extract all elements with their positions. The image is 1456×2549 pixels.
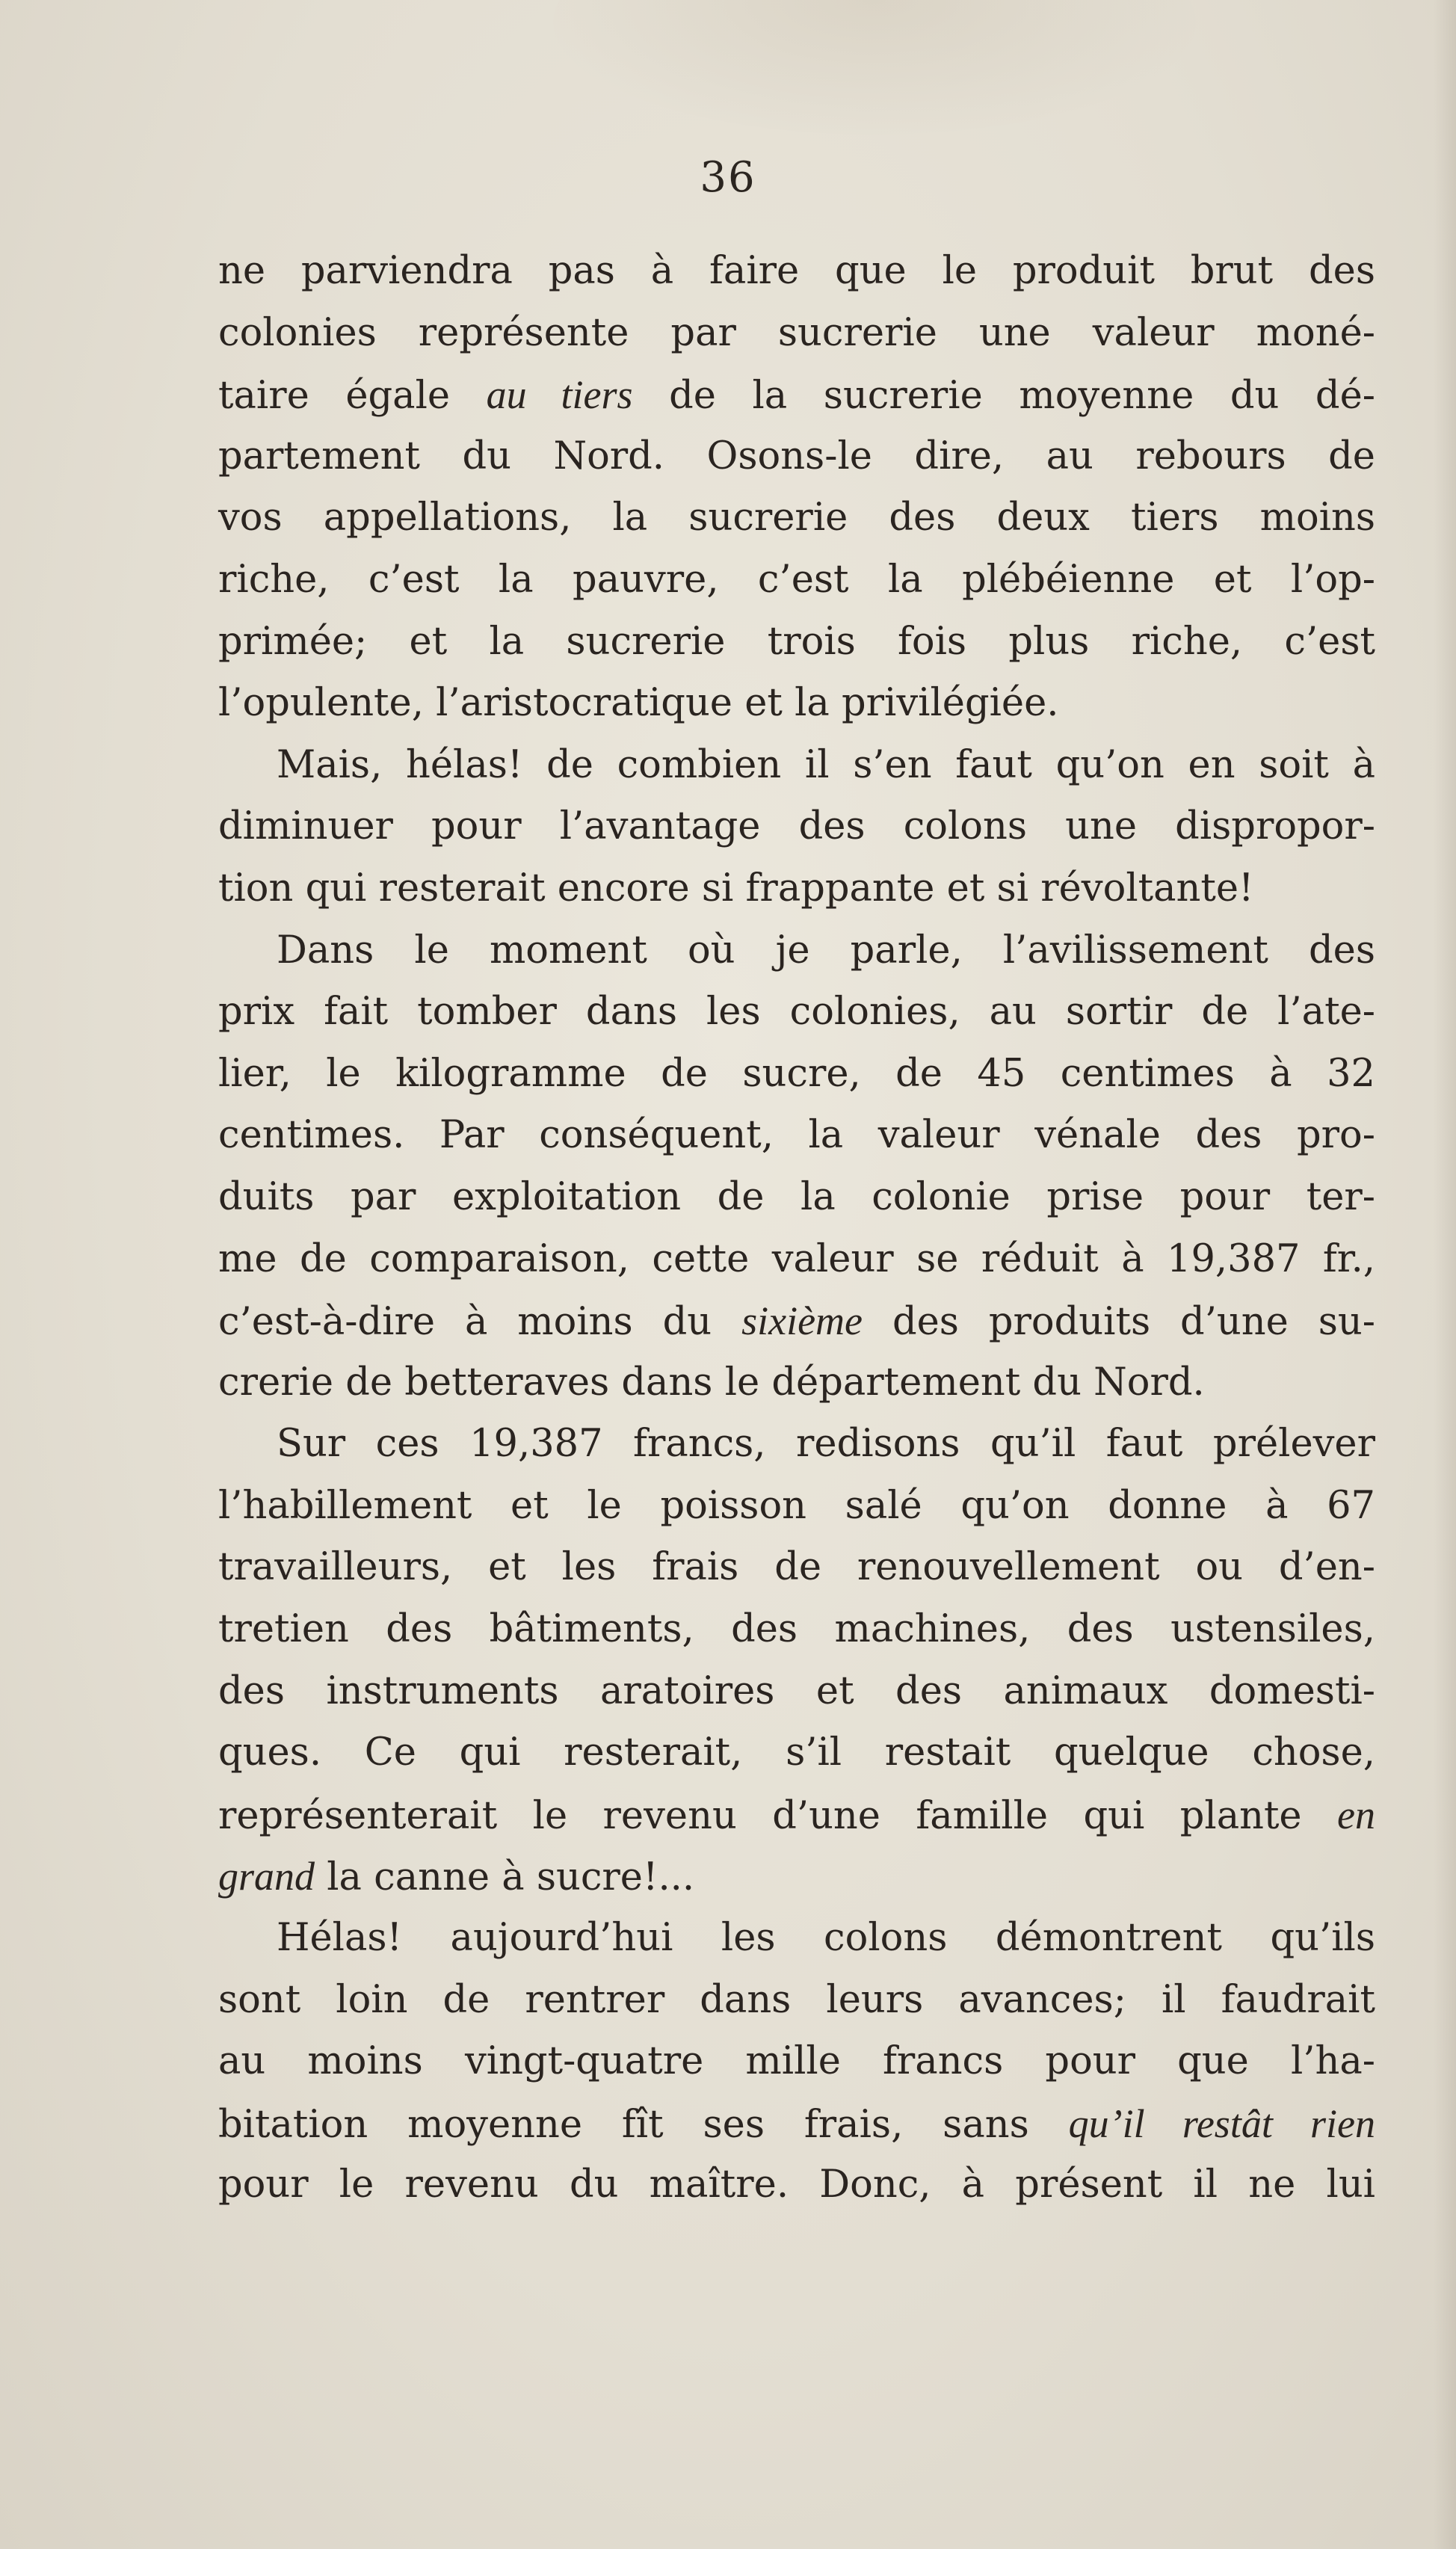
italic-text: en xyxy=(1337,1792,1375,1837)
text-run: tretien des bâtiments, des machines, des ustensiles, xyxy=(218,1607,1375,1652)
text-run: au moins vingt-quatre mille francs pour que l’ha- xyxy=(218,2039,1375,2084)
italic-text: au tiers xyxy=(486,372,633,418)
text-run: Mais, hélas! de combien il s’en faut qu’on en soit à xyxy=(277,742,1375,787)
text-run: riche, c’est la pauvre, c’est la plébéienne et l’op- xyxy=(218,557,1375,602)
text-line xyxy=(218,1476,1375,1538)
text-run: représenterait le revenu d’une famille qui plante xyxy=(218,1793,1338,1838)
text-line xyxy=(218,1290,1375,1352)
text-run: diminuer pour l’avantage des colons une dispropor- xyxy=(218,804,1375,849)
text-line xyxy=(218,1105,1375,1167)
text-line xyxy=(218,1970,1375,2032)
text-run: Hélas! aujourd’hui les colons démontrent qu’ils xyxy=(277,1916,1375,1961)
text-run: crerie de betteraves dans le département du Nord. xyxy=(218,1360,1205,1405)
text-line xyxy=(218,1537,1375,1599)
italic-text: grand xyxy=(218,1854,315,1899)
text-line xyxy=(218,1229,1375,1291)
text-line xyxy=(218,426,1375,488)
text-run: sont loin de rentrer dans leurs avances; il faudrait xyxy=(218,1977,1375,2022)
text-line xyxy=(218,1352,1375,1414)
text-line xyxy=(218,487,1375,549)
text-line xyxy=(218,1784,1375,1846)
text-line xyxy=(218,1414,1375,1476)
text-line xyxy=(218,1167,1375,1229)
text-line xyxy=(218,364,1375,426)
text-line xyxy=(218,1661,1375,1723)
text-line xyxy=(218,1908,1375,1970)
text-line xyxy=(218,1599,1375,1661)
paper-stain xyxy=(553,0,1196,135)
text-line xyxy=(218,2154,1375,2216)
text-run: l’habillement et le poisson salé qu’on donne à 67 xyxy=(218,1483,1375,1528)
text-run: des instruments aratoires et des animaux domesti- xyxy=(218,1668,1375,1713)
text-line xyxy=(218,673,1375,735)
text-line xyxy=(218,858,1375,920)
text-run: tion qui resterait encore si frappante et si révoltante! xyxy=(218,866,1254,910)
page-number: 36 xyxy=(700,153,756,202)
text-run: centimes. Par conséquent, la valeur vénale des pro- xyxy=(218,1113,1375,1158)
text-line xyxy=(218,1846,1375,1908)
text-run: de la sucrerie moyenne du dé- xyxy=(632,374,1375,419)
body-text xyxy=(218,241,1375,2216)
italic-text: qu’il restât rien xyxy=(1068,2100,1375,2146)
text-run: pour le revenu du maître. Donc, à présent il ne lui xyxy=(218,2163,1375,2207)
text-run: ne parviendra pas à faire que le produit brut des xyxy=(218,249,1375,293)
text-line xyxy=(218,241,1375,303)
text-run: l’opulente, l’aristocratique et la privilégiée. xyxy=(218,681,1059,726)
text-line xyxy=(218,920,1375,982)
text-run: Dans le moment où je parle, l’avilissement des xyxy=(277,928,1375,973)
text-run: duits par exploitation de la colonie prise pour ter- xyxy=(218,1174,1375,1219)
text-run: partement du Nord. Osons-le dire, au rebours de xyxy=(218,434,1375,478)
text-run: prix fait tomber dans les colonies, au sortir de l’ate- xyxy=(218,990,1375,1035)
text-run: travailleurs, et les frais de renouvellement ou d’en- xyxy=(218,1545,1375,1590)
text-line xyxy=(218,303,1375,365)
text-run: la canne à sucre!... xyxy=(315,1855,695,1900)
text-run: des produits d’une su- xyxy=(863,1300,1375,1345)
italic-text: sixième xyxy=(741,1298,863,1344)
text-line xyxy=(218,735,1375,797)
text-line xyxy=(218,796,1375,858)
text-line xyxy=(218,981,1375,1044)
text-run: c’est-à-dire à moins du xyxy=(218,1300,742,1345)
text-run: me de comparaison, cette valeur se réduit à 19,387 fr., xyxy=(218,1236,1375,1281)
text-run: colonies représente par sucrerie une valeur moné- xyxy=(218,310,1375,355)
text-run: Sur ces 19,387 francs, redisons qu’il faut prélever xyxy=(277,1422,1375,1467)
text-line xyxy=(218,549,1375,611)
text-line xyxy=(218,1722,1375,1784)
text-run: vos appellations, la sucrerie des deux tiers moins xyxy=(218,496,1375,540)
text-line xyxy=(218,611,1375,674)
text-line xyxy=(218,2093,1375,2155)
text-line xyxy=(218,1044,1375,1106)
text-run: lier, le kilogramme de sucre, de 45 centimes à 32 xyxy=(218,1051,1375,1096)
text-run: bitation moyenne fît ses frais, sans xyxy=(218,2102,1069,2147)
text-run: ques. Ce qui resterait, s’il restait quelque chose, xyxy=(218,1730,1375,1775)
text-run: taire égale xyxy=(218,374,487,419)
text-line xyxy=(218,2031,1375,2093)
page-edge-shadow xyxy=(1434,0,1456,2549)
text-run: primée; et la sucrerie trois fois plus riche, c’est xyxy=(218,619,1375,664)
